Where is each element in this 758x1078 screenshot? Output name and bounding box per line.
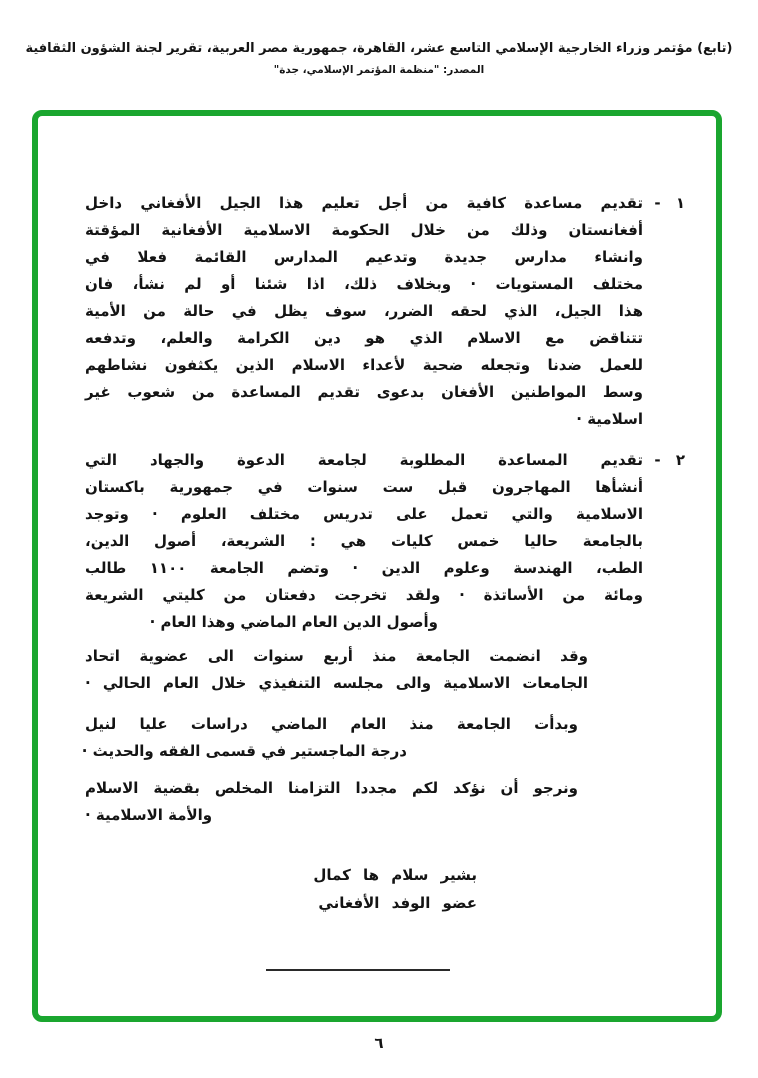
document-body xyxy=(81,190,685,971)
text-line: ونرجو أن نؤكد لكم مجددا التزامنا المخلص بقضية الاسلام xyxy=(85,779,578,797)
text-line: أنشأها المهاجرون قبل ست سنوات في جمهورية باكستان xyxy=(85,478,643,496)
text-line: مختلف المستويات · وبخلاف ذلك، اذا شئنا أو لم نشأ، فان xyxy=(85,275,643,293)
signatory-title: عضو الوفد الأفغاني xyxy=(318,894,477,912)
signature-line xyxy=(266,969,450,971)
signatory-name: بشير سلام ها كمال xyxy=(313,866,477,884)
text-line: تقديم مساعدة كافية من أجل تعليم هذا الجيل الأفغاني داخل xyxy=(85,194,643,212)
text-line: وبدأت الجامعة منذ العام الماضي دراسات عليا لنيل xyxy=(85,715,578,733)
text-line: وانشاء مدارس جديدة وتدعيم المدارس القائمة فعلا في xyxy=(85,248,643,266)
text-line: وأصول الدين العام الماضي وهذا العام · xyxy=(149,613,438,631)
text-line: الطب، الهندسة وعلوم الدين · وتضم الجامعة ١١٠٠ طالب xyxy=(85,559,643,577)
text-line: أفغانستان وذلك من خلال الحكومة الاسلامية الأفغانية المؤقتة xyxy=(85,221,643,239)
text-line: درجة الماجستير في قسمى الفقه والحديث · xyxy=(81,742,407,760)
list-item-1-number: ١ - xyxy=(654,194,685,212)
text-line: بالجامعة حاليا خمس كليات هي : الشريعة، أصول الدين، xyxy=(85,532,643,550)
paragraph-masters xyxy=(81,711,685,765)
list-item-1 xyxy=(85,190,685,433)
list-item-2 xyxy=(85,447,685,636)
text-line: وسط المواطنين الأفغان بدعوى تقديم المساعدة من شعوب غير xyxy=(85,383,643,401)
text-line: الجامعات الاسلامية والى مجلسه التنفيذي خلال العام الحالي · xyxy=(85,674,588,692)
header-title: (تابع) مؤتمر وزراء الخارجية الإسلامي التاسع عشر، القاهرة، جمهورية مصر العربية، تقرير لجنة الشؤون الثقافية xyxy=(25,41,733,56)
paragraph-commitment xyxy=(85,775,685,829)
text-line: تقديم المساعدة المطلوبة لجامعة الدعوة والجهاد التي xyxy=(85,451,643,469)
text-line: ومائة من الأساتذة · ولقد تخرجت دفعتان من كليتي الشريعة xyxy=(85,586,643,604)
text-line: الاسلامية والتي تعمل على تدريس مختلف العلوم · وتوجد xyxy=(85,505,643,523)
header-source: المصدر: "منظمة المؤتمر الإسلامي، جدة" xyxy=(273,64,485,76)
green-border-frame xyxy=(32,110,722,1022)
text-line: تتناقض مع الاسلام الذي هو دين الكرامة والعلم، وتدفعه xyxy=(85,329,643,347)
text-line: للعمل ضدنا وتجعله ضحية لأعداء الاسلام الذين يكثفون نشاطهم xyxy=(85,356,643,374)
signature-block xyxy=(85,861,477,917)
page-header xyxy=(0,38,758,76)
text-line: وقد انضمت الجامعة منذ أربع سنوات الى عضوية اتحاد xyxy=(85,647,588,665)
list-item-2-number: ٢ - xyxy=(654,451,685,469)
paragraph-membership xyxy=(85,643,685,697)
page-number: ٦ xyxy=(374,1034,384,1052)
text-line: هذا الجيل، الذي لحقه الضرر، سوف يظل في حالة من الأمية xyxy=(85,302,643,320)
text-line: اسلامية · xyxy=(576,410,643,428)
text-line: والأمة الاسلامية · xyxy=(85,806,213,824)
